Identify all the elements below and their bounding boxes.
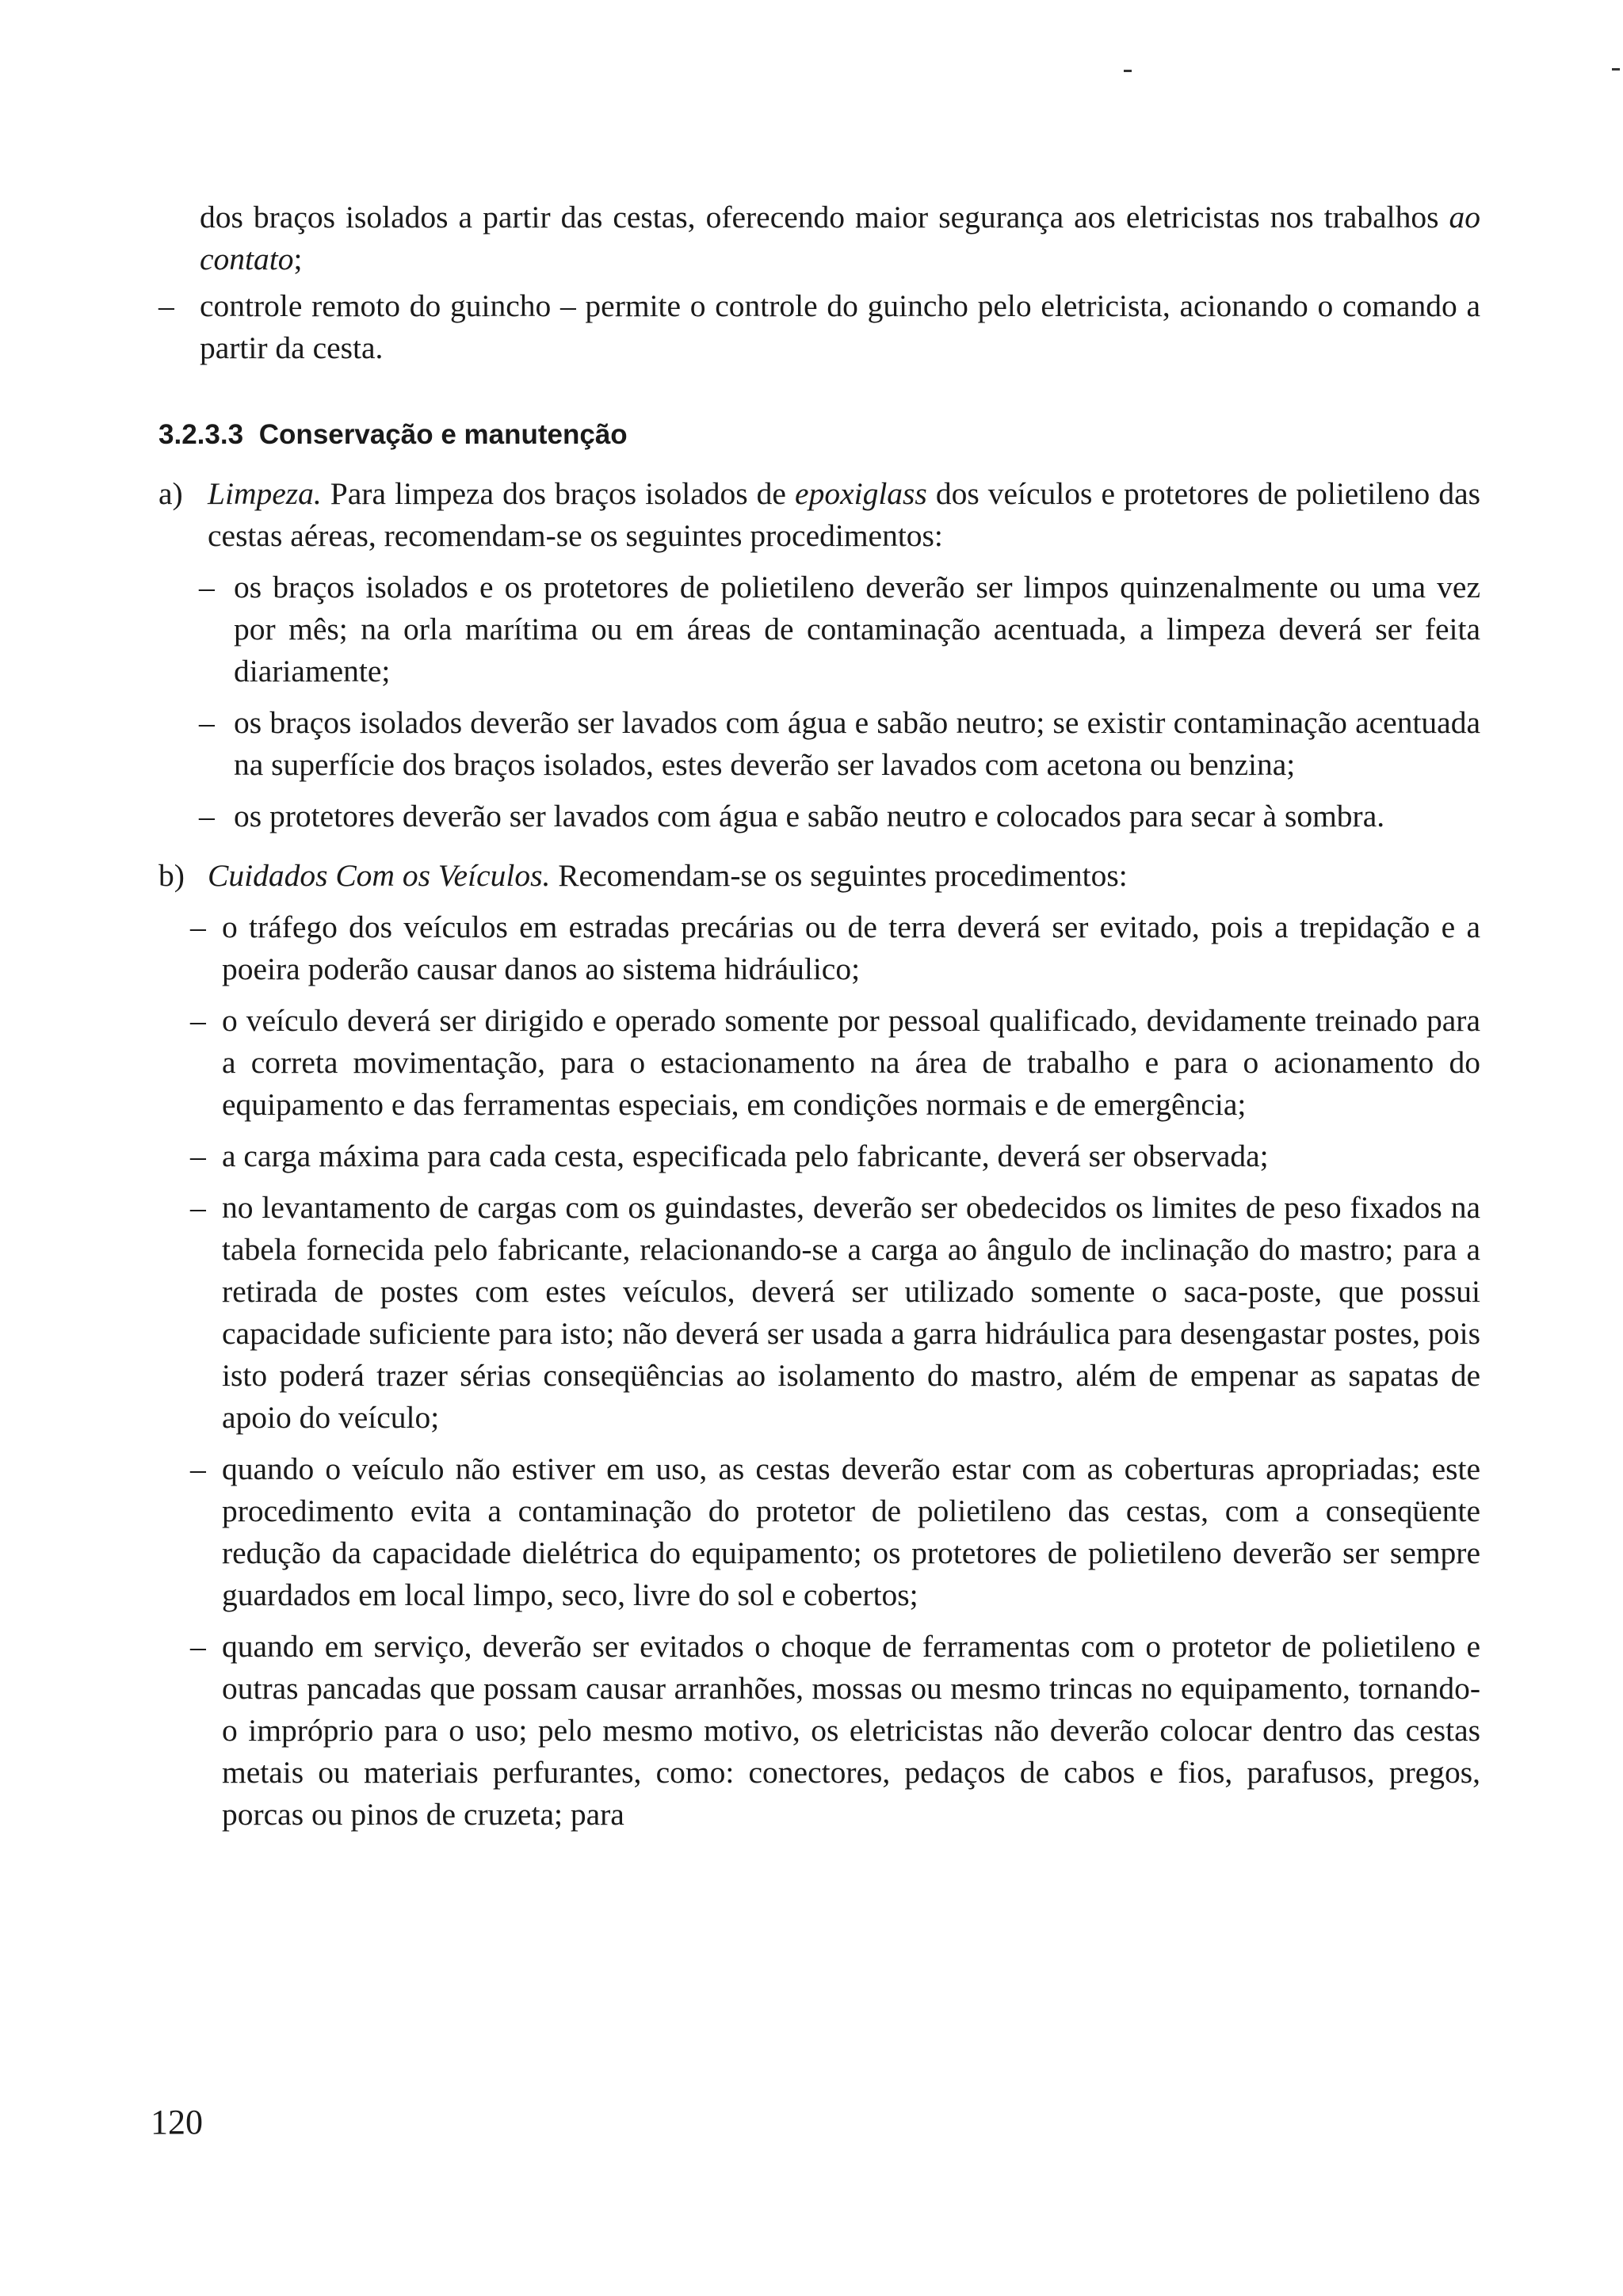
continuation-paragraph: dos braços isolados a partir das cestas, oferecendo maior segurança aos eletricistas nos trabalhos ao contato; [200, 200, 1480, 277]
list-item: – os protetores deverão ser lavados com água e sabão neutro e colocados para secar à sombra. [158, 795, 1480, 837]
subsection-marker: a) [158, 476, 183, 511]
dash-marker: – [190, 1138, 206, 1173]
list-item: – quando em serviço, deverão ser evitados o choque de ferramentas com o protetor de polietileno e outras pancadas que possam causar arranhões, mossas ou mesmo trincas no equipamento, tornando-o impróprio para o uso; pelo mesmo motivo, os eletricistas não deverão colocar dentro das cestas metais ou materiais perfurantes, como: conectores, pedaços de cabos e fios, parafusos, pregos, porcas ou pinos de cruzeta; para [158, 1626, 1480, 1836]
dash-marker: – [190, 1003, 206, 1038]
dash-marker: – [158, 288, 174, 323]
section-title: Conservação e manutenção [258, 419, 628, 450]
subsection-title: Limpeza. [208, 476, 322, 511]
section-heading [158, 414, 1480, 456]
section-number: 3.2.3.3 [158, 419, 244, 450]
list-item: – o veículo deverá ser dirigido e operado somente por pessoal qualificado, devidamente treinado para a correta movimentação, para o estacionamento na área de trabalho e para o acionamento do equipamento e das ferramentas especiais, em condições normais e de emergência; [158, 1000, 1480, 1126]
dash-marker: – [199, 799, 215, 833]
list-item: – os braços isolados e os protetores de polietileno deverão ser limpos quinzenalmente ou uma vez por mês; na orla marítima ou em áreas de contaminação acentuada, a limpeza deverá ser feita diariamente; [158, 566, 1480, 692]
subsection-limpeza: a) Limpeza. Para limpeza dos braços isolados de epoxiglass dos veículos e protetores de polietileno das cestas aéreas, recomendam-se os seguintes procedimentos: [158, 473, 1480, 557]
subsection-marker: b) [158, 858, 185, 893]
dash-marker: – [190, 1190, 206, 1225]
subsection-cuidados: b) Cuidados Com os Veículos. Recomendam-se os seguintes procedimentos: [158, 855, 1480, 897]
list-item: – o tráfego dos veículos em estradas precárias ou de terra deverá ser evitado, pois a trepidação e a poeira poderão causar danos ao sistema hidráulico; [158, 906, 1480, 990]
list-item: – os braços isolados deverão ser lavados com água e sabão neutro; se existir contaminação acentuada na superfície dos braços isolados, estes deverão ser lavados com acetona ou benzina; [158, 702, 1480, 786]
dash-marker: – [190, 910, 206, 944]
dash-marker: – [190, 1629, 206, 1664]
dash-marker: – [199, 705, 215, 740]
list-item: – quando o veículo não estiver em uso, as cestas deverão estar com as coberturas apropriadas; este procedimento evita a contaminação do protetor de polietileno das cestas, com a conseqüente redução da capacidade dielétrica do equipamento; os protetores de polietileno deverão ser sempre guardados em local limpo, seco, livre do sol e cobertos; [158, 1448, 1480, 1616]
list-item: – a carga máxima para cada cesta, especificada pelo fabricante, deverá ser observada; [158, 1135, 1480, 1177]
scan-mark [1124, 70, 1132, 72]
list-item-remote-control: – controle remoto do guincho – permite o controle do guincho pelo eletricista, acionando o comando a partir da cesta. [158, 285, 1480, 369]
subsection-title: Cuidados Com os Veículos. [208, 858, 551, 893]
dash-marker: – [199, 570, 215, 605]
list-item: – no levantamento de cargas com os guindastes, deverão ser obedecidos os limites de peso fixados na tabela fornecida pelo fabricante, relacionando-se a carga ao ângulo de inclinação do mastro; para a retirada de postes com estes veículos, deverá ser utilizado somente o saca-poste, que possui capacidade suficiente para isto; não deverá ser usada a garra hidráulica para desengastar postes, pois isto poderá trazer sérias conseqüências ao isolamento do mastro, além de empenar as sapatas de apoio do veículo; [158, 1187, 1480, 1439]
dash-marker: – [190, 1451, 206, 1486]
page-number: 120 [151, 2103, 203, 2142]
page-body [158, 196, 1480, 1845]
scan-mark [1612, 68, 1620, 71]
